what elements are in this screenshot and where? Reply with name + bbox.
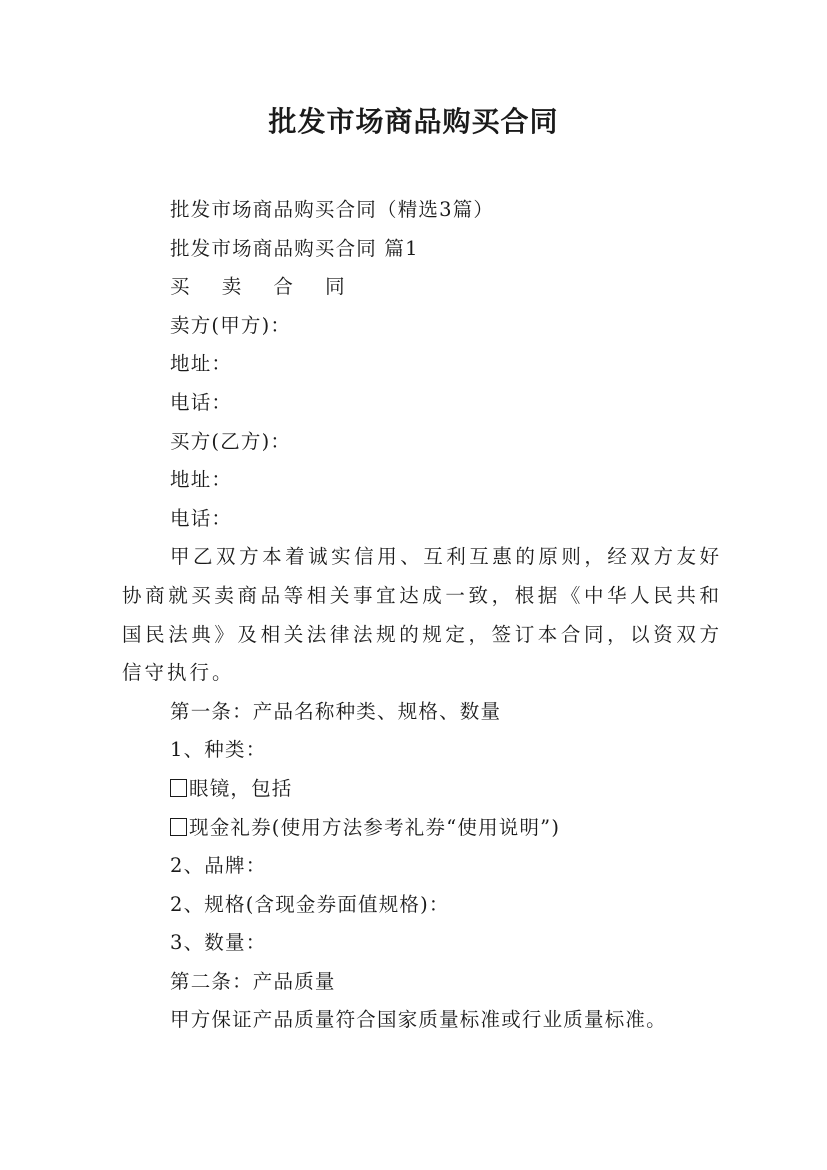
seller-address-label: 地址：	[170, 352, 233, 376]
option-voucher	[122, 809, 722, 848]
option-glasses-label: 眼镜，包括	[189, 776, 293, 800]
article1-brand-label: 2、品牌：	[170, 854, 267, 878]
seller-label: 卖方(甲方)：	[170, 313, 292, 337]
article1-quantity-label: 3、数量：	[170, 931, 267, 955]
document-title: 批发市场商品购买合同	[268, 105, 559, 138]
collection-subtitle: 批发市场商品购买合同（精选3篇）	[170, 198, 495, 221]
article1-kind-label: 1、种类：	[170, 738, 267, 762]
option-voucher-label: 现金礼券(使用方法参考礼券“使用说明”)	[189, 815, 561, 839]
article2-heading: 第二条：产品质量	[170, 969, 336, 993]
option-glasses	[122, 770, 722, 809]
document-body	[122, 191, 722, 1040]
checkbox-glasses	[170, 779, 187, 797]
buyer-label: 买方(乙方)：	[170, 429, 292, 453]
seller-phone-label: 电话：	[170, 390, 233, 414]
checkbox-voucher	[170, 818, 187, 836]
article1-heading: 第一条：产品名称种类、规格、数量	[170, 699, 502, 723]
article2-text: 甲方保证产品质量符合国家质量标准或行业质量标准。	[170, 1008, 667, 1032]
buyer-address-label: 地址：	[170, 468, 233, 492]
article1-spec-label: 2、规格(含现金券面值规格)：	[170, 892, 450, 916]
part-subtitle: 批发市场商品购买合同 篇1	[170, 236, 419, 260]
intro-paragraph: 甲乙双方本着诚实信用、互利互惠的原则，经双方友好协商就买卖商品等相关事宜达成一致，根据《中华人民共和国民法典》及相关法律法规的规定，签订本合同，以资双方信守执行。	[122, 545, 722, 685]
buyer-phone-label: 电话：	[170, 506, 233, 530]
contract-heading: 买 卖 合 同	[170, 275, 358, 299]
